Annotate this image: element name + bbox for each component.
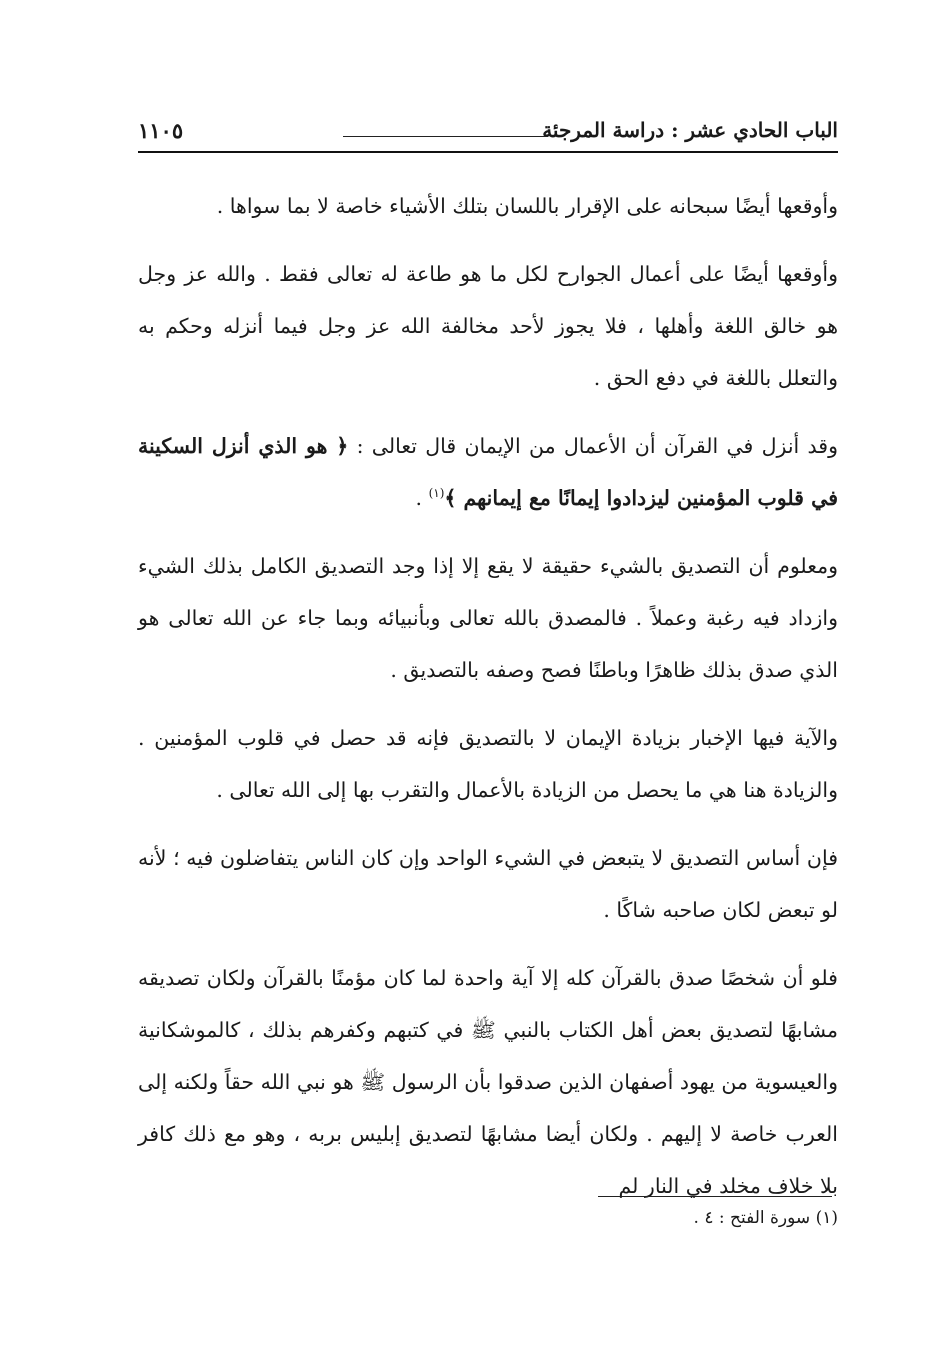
- quran-verse: ﴿ هو الذي أنزل السكينة في قلوب المؤمنين ليزدادوا إيمانًا مع إيمانهم ﴾: [138, 434, 838, 510]
- paragraph: فإن أساس التصديق لا يتبعض في الشيء الواحد وإن كان الناس يتفاضلون فيه ؛ لأنه لو تبعض لكان صاحبه شاكًا .: [138, 846, 838, 922]
- paragraph-with-verse: [138, 420, 838, 524]
- paragraph: وأوقعها أيضًا سبحانه على الإقرار باللسان بتلك الأشياء خاصة لا بما سواها .: [216, 194, 838, 218]
- main-text: [138, 180, 838, 1228]
- footnote-rule: [598, 1196, 832, 1197]
- page-number: ١١٠٥: [138, 118, 184, 143]
- header-rule: [138, 151, 838, 153]
- footnote-reference[interactable]: (١): [428, 486, 445, 501]
- chapter-title: الباب الحادي عشر : دراسة المرجئة: [542, 118, 838, 142]
- paragraph: فلو أن شخصًا صدق بالقرآن كله إلا آية واحدة لما كان مؤمنًا بالقرآن ولكان تصديقه مشابهًا لتصديق بعض أهل الكتاب بالنبي ﷺ في كتبهم وكفرهم بذلك ، كالموشكانية والعيسوية من يهود أصفهان الذين صدقوا بأن الرسول ﷺ هو نبي الله حقاً ولكنه إلى العرب خاصة لا إليهم . ولكان أيضا مشابهًا لتصديق إبليس بربه ، وهو مع ذلك كافر بلا خلاف مخلد في النار لم: [138, 966, 838, 1198]
- paragraph: وأوقعها أيضًا على أعمال الجوارح لكل ما هو طاعة له تعالى فقط . والله عز وجل هو خالق اللغة وأهلها ، فلا يجوز لأحد مخالفة الله عز وجل فيما أنزله وحكم به والتعلل باللغة في دفع الحق .: [138, 262, 838, 390]
- header-divider-line: [343, 136, 548, 137]
- footnote: (١) سورة الفتح : ٤ .: [693, 1208, 838, 1228]
- verse-intro: وقد أنزل في القرآن أن الأعمال من الإيمان قال تعالى :: [348, 434, 838, 458]
- verse-end: .: [415, 486, 429, 510]
- paragraph: ومعلوم أن التصديق بالشيء حقيقة لا يقع إلا إذا وجد التصديق الكامل بذلك الشيء وازداد فيه رغبة وعملاً . فالمصدق بالله تعالى وبأنبيائه وبما جاء عن الله تعالى هو الذي صدق بذلك ظاهرًا وباطنًا فصح وصفه بالتصديق .: [138, 554, 838, 682]
- paragraph: والآية فيها الإخبار بزيادة الإيمان لا بالتصديق فإنه قد حصل في قلوب المؤمنين . والزيادة هنا هي ما يحصل من الزيادة بالأعمال والتقرب بها إلى الله تعالى .: [138, 726, 838, 802]
- page-header: [138, 110, 838, 150]
